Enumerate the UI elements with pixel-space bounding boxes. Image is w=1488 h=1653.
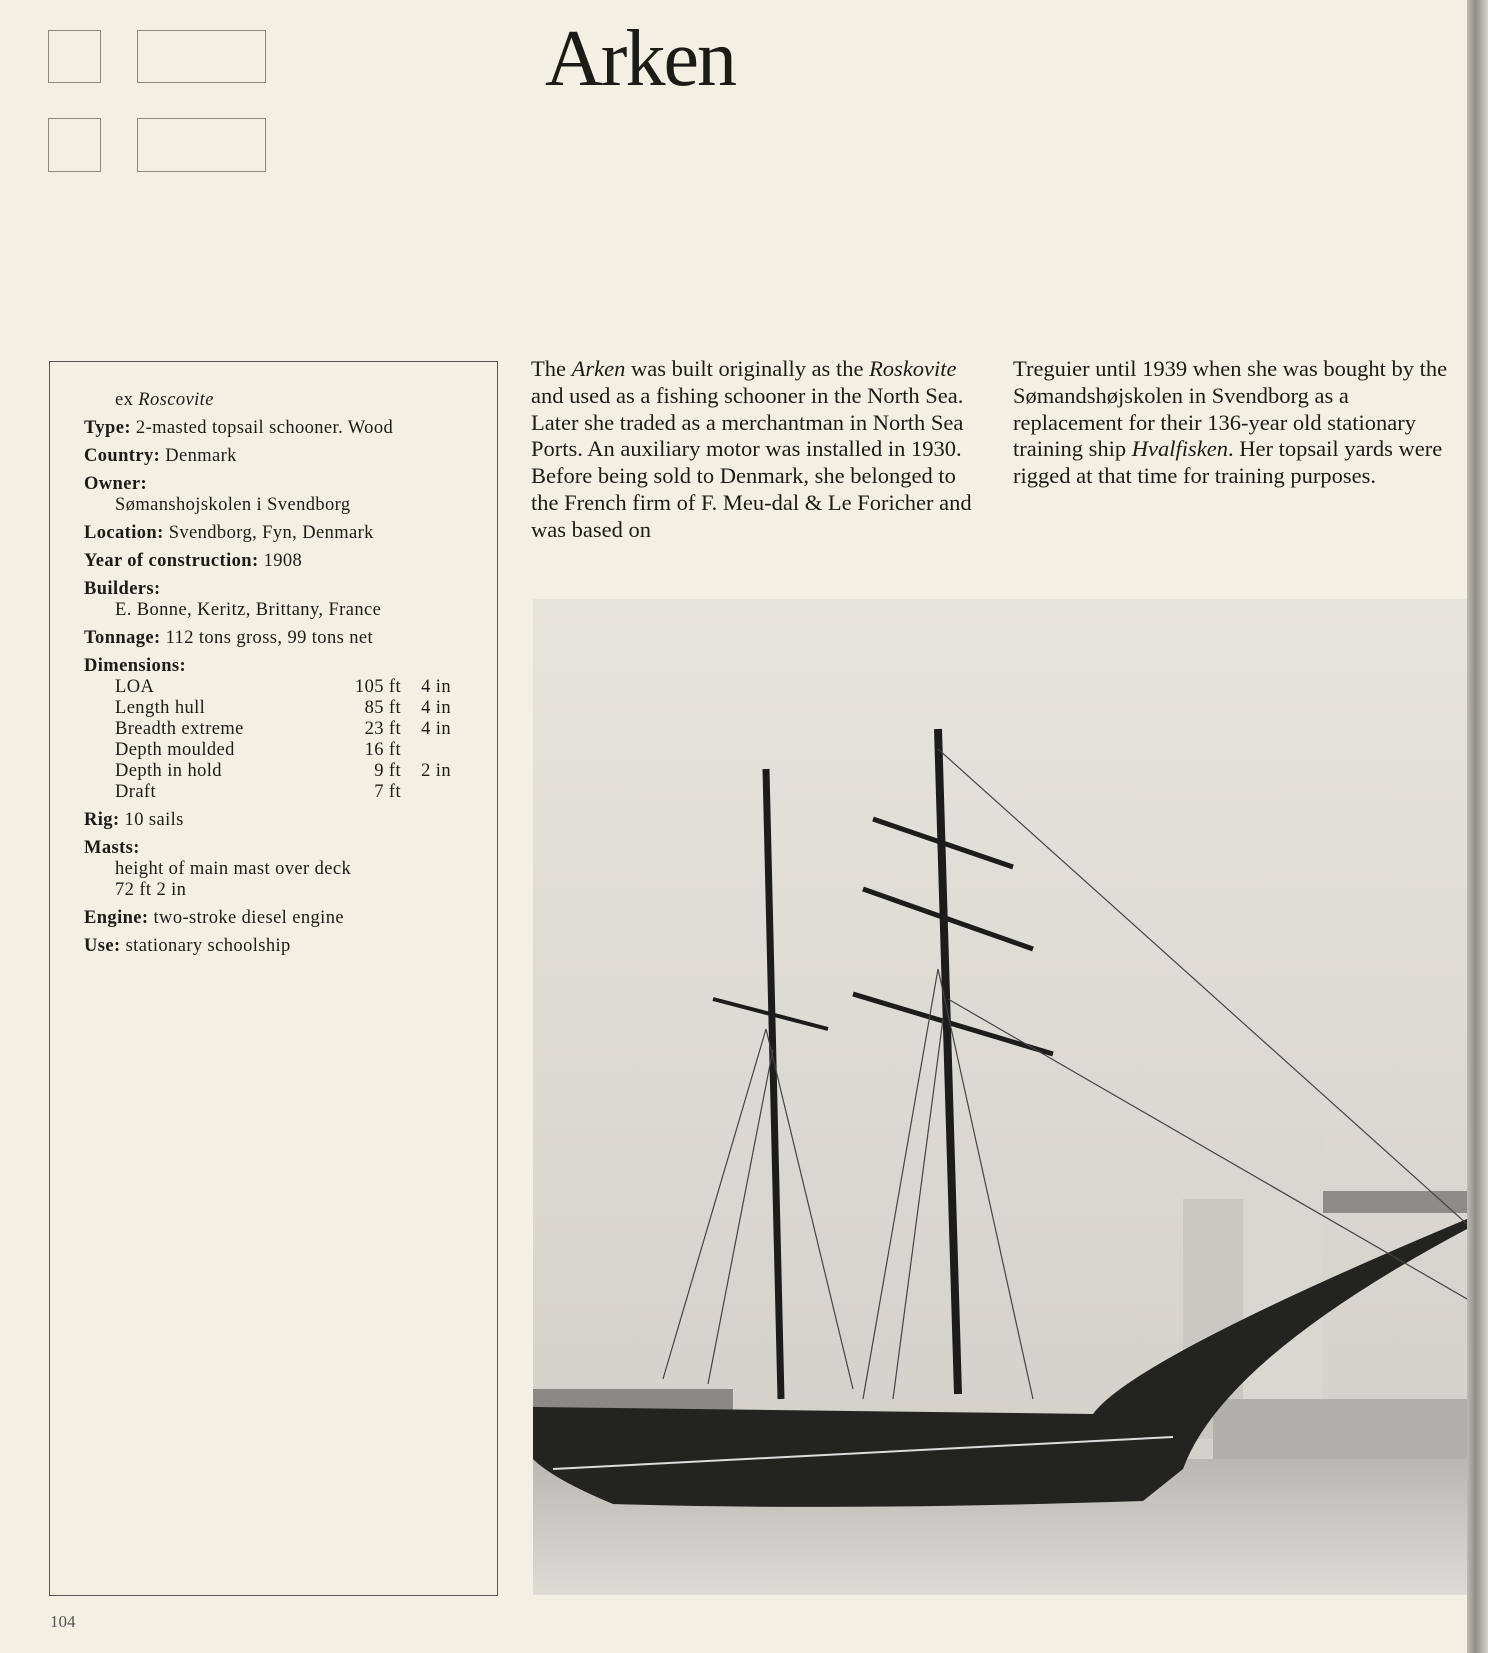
dimension-in	[401, 782, 451, 803]
ship-photograph	[533, 599, 1467, 1595]
rig-label: Rig:	[84, 810, 120, 830]
page-number: 104	[50, 1612, 76, 1631]
owner-label: Owner:	[84, 474, 148, 494]
dimension-row	[84, 761, 484, 782]
dimension-ft: 9 ft	[374, 761, 401, 781]
tonnage-label: Tonnage:	[84, 628, 161, 648]
dimension-ft: 7 ft	[374, 782, 401, 802]
ex-prefix: ex	[115, 390, 134, 410]
rig-value: 10 sails	[124, 810, 184, 830]
country-label: Country:	[84, 446, 161, 466]
location-value: Svendborg, Fyn, Denmark	[168, 523, 374, 543]
use-value: stationary schoolship	[125, 936, 291, 956]
registration-box	[137, 118, 266, 172]
dimension-ft: 105 ft	[354, 677, 401, 697]
dimension-in: 4 in	[421, 677, 451, 697]
masts-label: Masts:	[84, 838, 140, 858]
dimension-ft: 85 ft	[364, 698, 401, 718]
builders-value: E. Bonne, Keritz, Brittany, France	[115, 600, 382, 620]
engine-label: Engine:	[84, 908, 149, 928]
dimension-name: Length hull	[115, 698, 206, 718]
year-value: 1908	[263, 551, 303, 571]
tonnage-value: 112 tons gross, 99 tons net	[165, 628, 374, 648]
dimension-row	[84, 719, 484, 740]
dimension-in	[401, 740, 451, 761]
dimensions-table	[84, 677, 484, 803]
dimension-row	[84, 677, 484, 698]
masts-value: height of main mast over deck	[115, 859, 352, 879]
former-name: Roscovite	[138, 390, 214, 410]
dimension-ft: 16 ft	[364, 740, 401, 760]
book-spine-edge	[1467, 0, 1488, 1653]
page-title: Arken	[545, 15, 735, 103]
dimension-row	[84, 698, 484, 719]
dimensions-label: Dimensions:	[84, 656, 187, 676]
location-label: Location:	[84, 523, 164, 543]
dimension-in: 2 in	[421, 761, 451, 781]
engine-value: two-stroke diesel engine	[153, 908, 344, 928]
dimension-row	[84, 740, 484, 761]
owner-value: Sømanshojskolen i Svendborg	[115, 495, 351, 515]
dimension-in: 4 in	[421, 719, 451, 739]
ship-info-box	[49, 361, 498, 1596]
dimension-ft: 23 ft	[364, 719, 401, 739]
year-label: Year of construction:	[84, 551, 259, 571]
dimension-name: LOA	[115, 677, 155, 697]
dimension-in: 4 in	[421, 698, 451, 718]
body-column-2: Treguier until 1939 when she was bought by the Sømandshøjskolen in Svendborg as a replacement for their 136-year old stationary training ship Hvalfisken. Her topsail yards were rigged at that time for training purposes.	[1013, 356, 1448, 489]
type-label: Type:	[84, 418, 131, 438]
dimension-row	[84, 782, 484, 803]
registration-box	[137, 30, 266, 83]
dimension-name: Draft	[115, 782, 157, 802]
builders-label: Builders:	[84, 579, 161, 599]
dimension-name: Breadth extreme	[115, 719, 244, 739]
registration-box	[48, 30, 101, 83]
body-column-1: The Arken was built originally as the Roskovite and used as a fishing schooner in the North Sea. Later she traded as a merchantman in North Sea Ports. An auxiliary motor was installed in 1930. Before being sold to Denmark, she belonged to the French firm of F. Meu-dal & Le Foricher and was based on	[531, 356, 972, 542]
dimension-name: Depth in hold	[115, 761, 222, 781]
type-value: 2-masted topsail schooner. Wood	[135, 418, 394, 438]
registration-box	[48, 118, 101, 172]
use-label: Use:	[84, 936, 121, 956]
masts-height: 72 ft 2 in	[115, 880, 187, 900]
country-value: Denmark	[165, 446, 237, 466]
dimension-name: Depth moulded	[115, 740, 235, 760]
